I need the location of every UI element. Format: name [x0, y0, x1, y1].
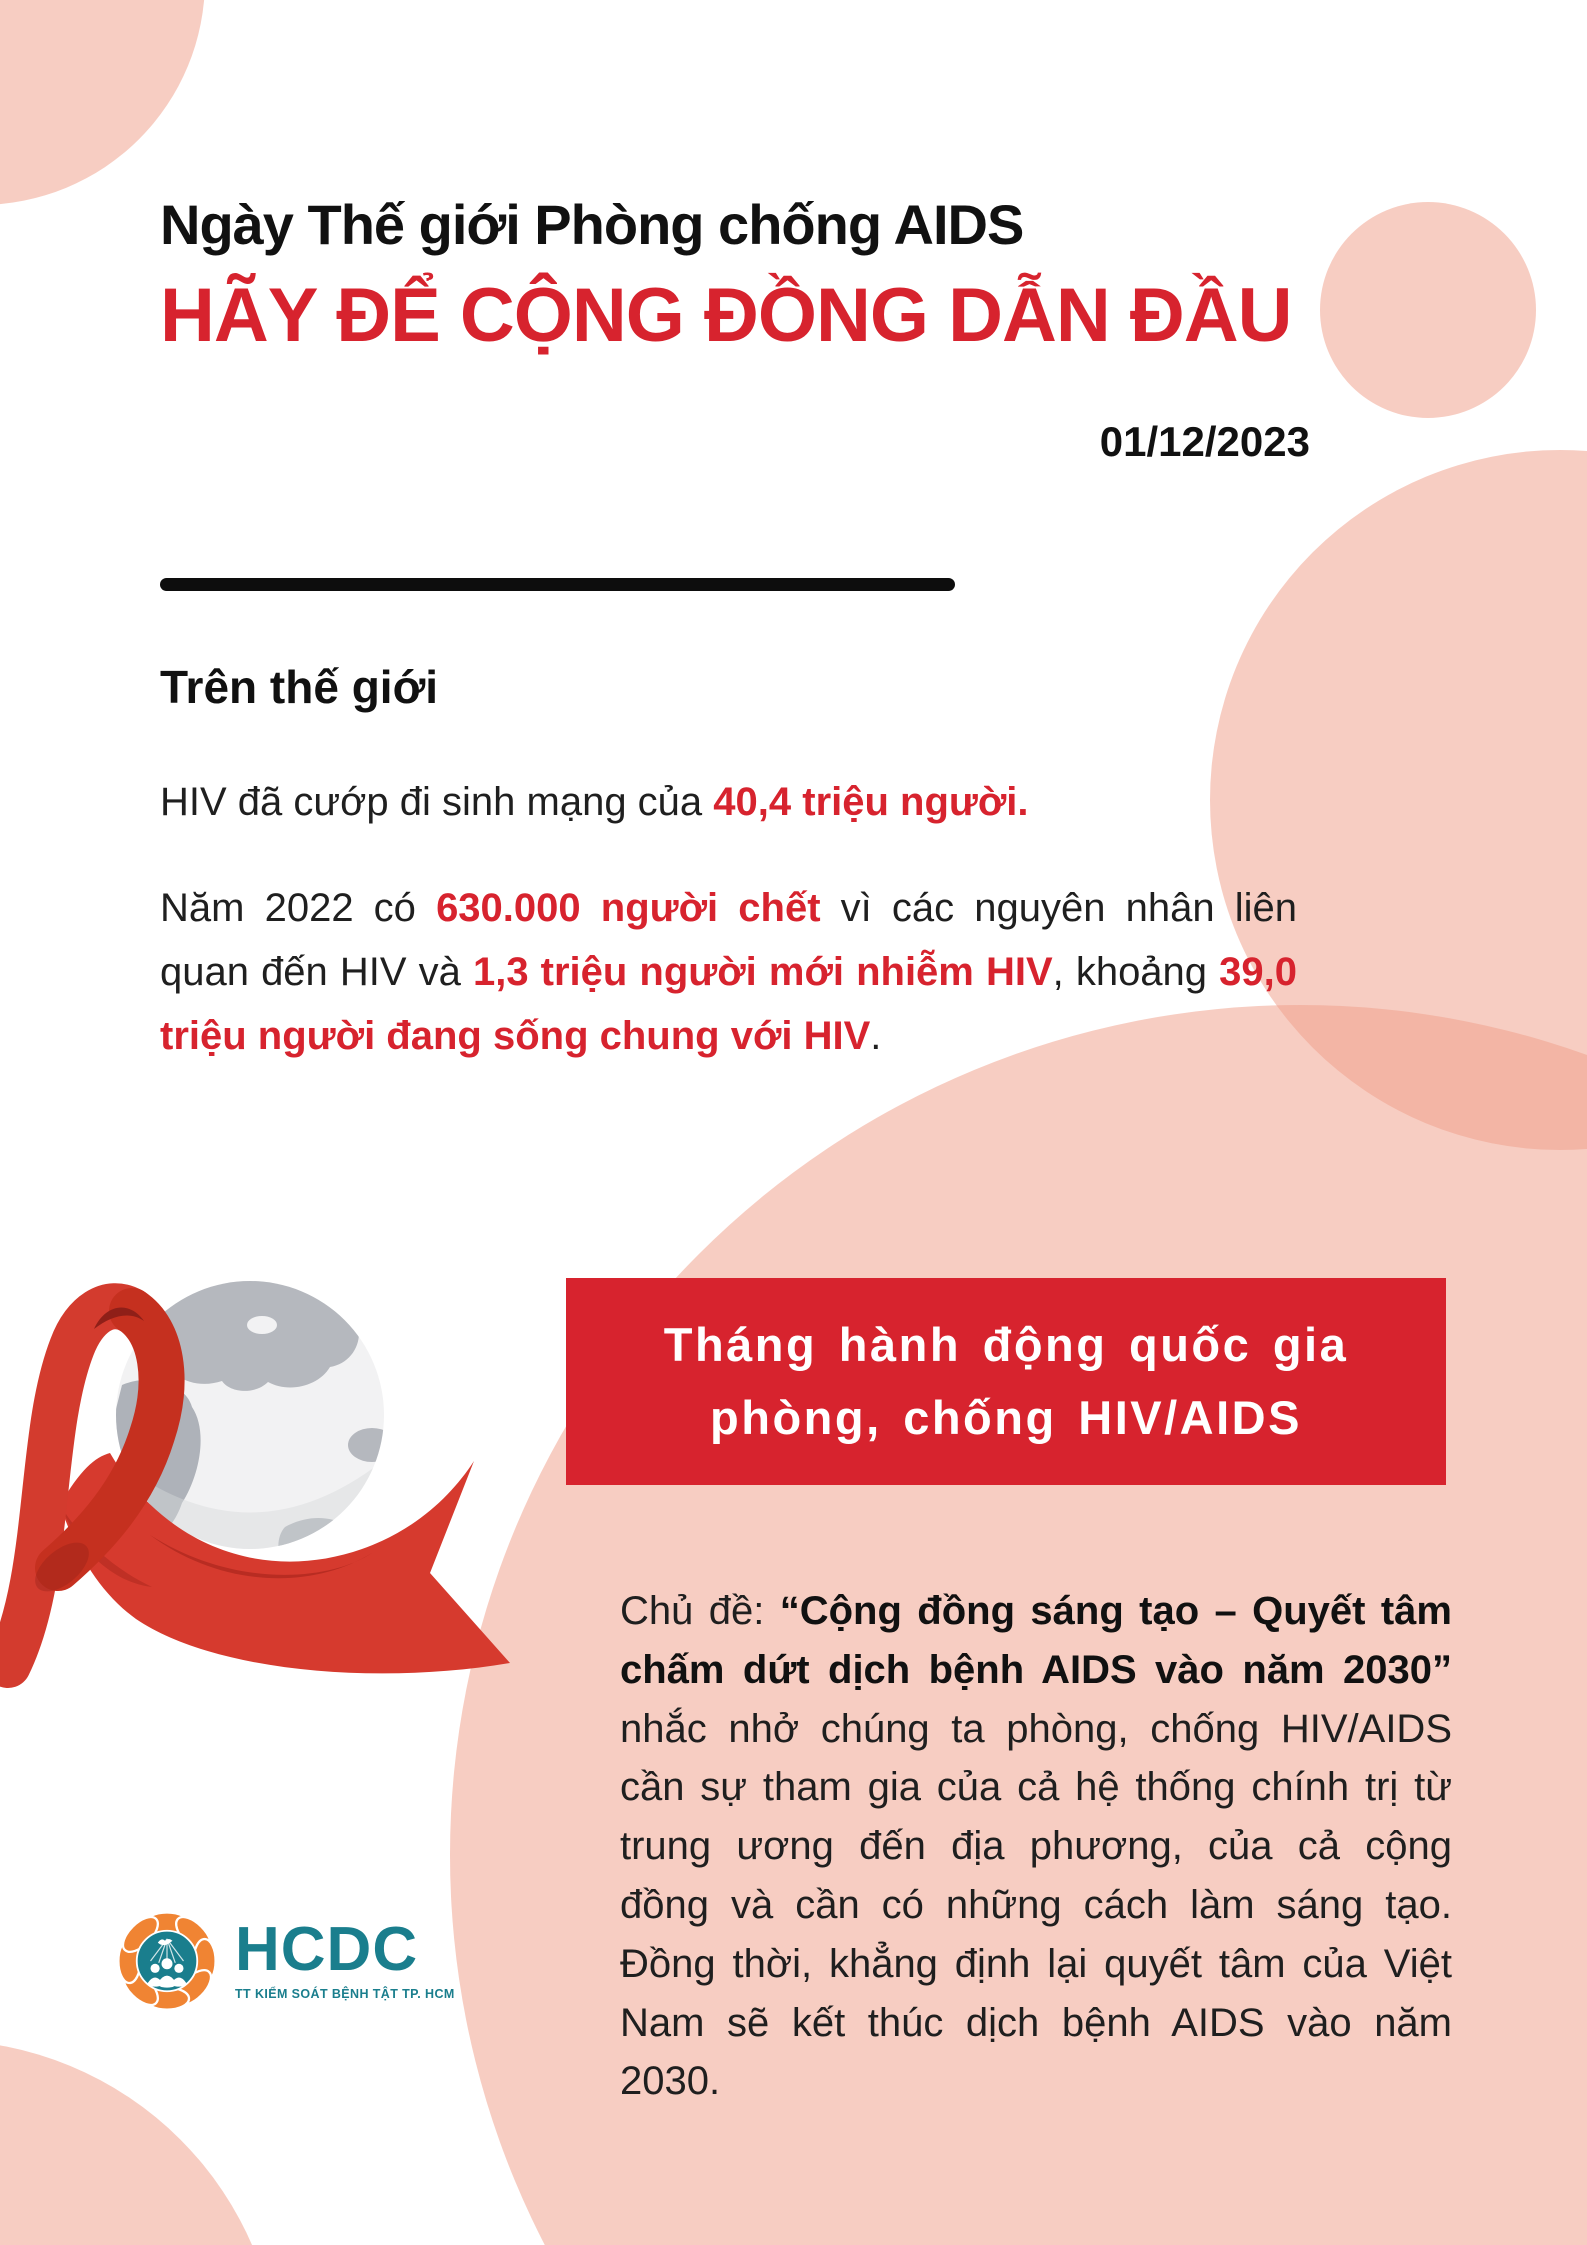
event-date: 01/12/2023: [1099, 418, 1310, 465]
hcdc-logo-name: HCDC: [235, 1915, 419, 1984]
hcdc-logo: [112, 1906, 455, 2016]
banner-line-2: phòng, chống HIV/AIDS: [710, 1390, 1302, 1444]
theme-paragraph: [620, 1582, 1452, 2111]
text-segment: Năm 2022 có: [160, 886, 437, 930]
text-segment: .: [870, 1014, 882, 1058]
text-segment: Chủ đề:: [620, 1589, 780, 1633]
text-segment: 630.000 người chết: [436, 886, 821, 930]
text-segment: 39,0 triệu người đang sống chung với HIV: [160, 950, 1297, 1058]
text-segment: , khoảng: [1052, 950, 1220, 994]
text-segment: HIV đã cướp đi sinh mạng của: [160, 780, 714, 824]
world-paragraph-2: [160, 876, 1297, 1068]
text-segment: 40,4 triệu người.: [713, 780, 1029, 824]
aids-ribbon-globe-illustration: [0, 1235, 520, 1710]
text-segment: nhắc nhở chúng ta phòng, chống HIV/AIDS cần sự tham gia của cả hệ thống chính trị từ trung ương đến địa phương, của cả cộng đồng và cần có những cách làm sáng tạo. Đồng thời, khẳng định lại quyết tâm của Việt Nam sẽ kết thúc dịch bệnh AIDS vào năm 2030.: [620, 1706, 1452, 2104]
world-paragraph-1: [160, 770, 1300, 834]
banner-line-1: Tháng hành động quốc gia: [663, 1317, 1349, 1371]
hcdc-logo-subtitle: TT KIỂM SOÁT BỆNH TẬT TP. HCM: [235, 1986, 455, 2001]
decor-circle-top-left: [0, 0, 205, 205]
text-segment: “Cộng đồng sáng tạo – Quyết tâm chấm dứt dịch bệnh AIDS vào năm 2030”: [620, 1589, 1452, 1692]
section-heading-world: Trên thế giới: [160, 661, 439, 713]
hcdc-logo-text: [235, 1915, 455, 2001]
decor-circle-bottom-left: [0, 2040, 280, 2245]
campaign-banner: [566, 1278, 1446, 1485]
page-title: HÃY ĐỂ CỘNG ĐỒNG DẪN ĐẦU: [160, 273, 1292, 358]
kicker-title: Ngày Thế giới Phòng chống AIDS: [160, 193, 1024, 256]
hcdc-logo-icon: [112, 1906, 222, 2016]
text-segment: 1,3 triệu người mới nhiễm HIV: [472, 950, 1053, 994]
text-segment: vì các nguyên nhân liên quan đến HIV và: [160, 886, 1297, 994]
divider-line: [160, 578, 955, 591]
